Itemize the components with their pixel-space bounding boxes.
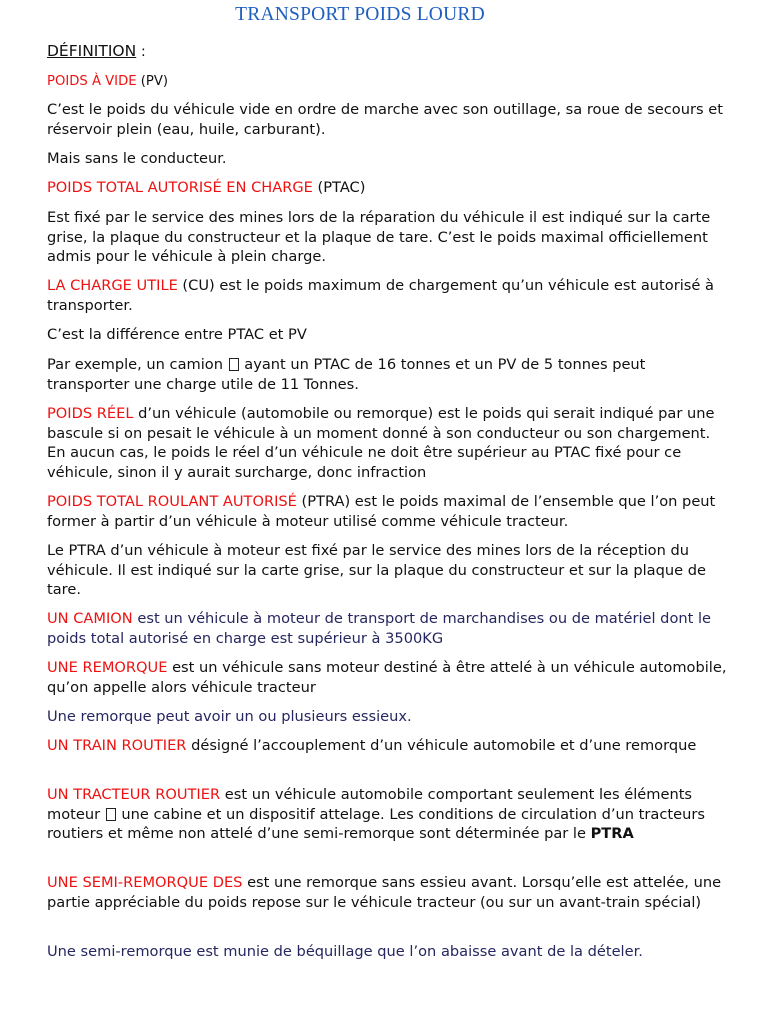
ptac-term: POIDS TOTAL AUTORISÉ EN CHARGE xyxy=(47,179,313,196)
semi-paragraph xyxy=(47,873,727,912)
camion-text: est un véhicule à moteur de transport de marchandises ou de matériel dont le poids total autorisé en charge est supérieur à 3500KG xyxy=(47,610,712,647)
train-paragraph xyxy=(47,736,727,756)
camion-paragraph xyxy=(47,609,727,648)
cu-example-b: ayant un PTAC de 16 tonnes et un PV de 5 tonnes peut transporter une charge utile de 11 Tonnes. xyxy=(47,356,646,393)
train-term: UN TRAIN ROUTIER xyxy=(47,737,187,754)
tracteur-paragraph xyxy=(47,785,727,844)
definition-heading xyxy=(47,42,727,62)
cu-paragraph xyxy=(47,276,727,315)
missing-glyph-icon xyxy=(106,808,116,821)
cu-term: LA CHARGE UTILE xyxy=(47,277,178,294)
tracteur-term: UN TRACTEUR ROUTIER xyxy=(47,786,221,803)
ptac-abbr: (PTAC) xyxy=(312,179,366,196)
truck-placeholder-icon xyxy=(229,358,239,371)
semi-text: est une remorque sans essieu avant. Lorsqu’elle est attelée, une partie appréciable du poids repose sur le véhicule tracteur (ou sur un avant-train spécial) xyxy=(47,874,722,911)
remorque-term: UNE REMORQUE xyxy=(47,659,168,676)
cu-note: C’est la différence entre PTAC et PV xyxy=(47,326,307,343)
cu-example xyxy=(47,355,727,394)
train-text: désigné l’accouplement d’un véhicule automobile et d’une remorque xyxy=(186,737,697,754)
remorque-note: Une remorque peut avoir un ou plusieurs essieux. xyxy=(47,708,412,725)
tracteur-text-a: est un véhicule automobile comportant seulement les éléments moteur xyxy=(47,786,693,823)
cu-example-a: Par exemple, un camion xyxy=(47,356,228,373)
ptra-text2: Le PTRA d’un véhicule à moteur est fixé par le service des mines lors de la réception du véhicule. Il est indiqué sur la carte grise, sur la plaque du constructeur et sur la plaque de tare. xyxy=(47,542,706,599)
pv-abbr: (PV) xyxy=(136,74,169,89)
pv-text: C’est le poids du véhicule vide en ordre de marche avec son outillage, sa roue de secours et réservoir plein (eau, huile, carburant). xyxy=(47,101,723,138)
definition-label: DÉFINITION xyxy=(47,42,137,60)
reel-text: d’un véhicule (automobile ou remorque) est le poids qui serait indiqué par une bascule si on pesait le véhicule à un moment donné à son conducteur ou son chargement. En aucun cas, le poids le réel d’un véhicule ne doit être supérieur au PTAC fixé pour ce véhicule, sinon il y aurait surcharge, donc infraction xyxy=(47,405,715,481)
cu-text: (CU) est le poids maximum de chargement qu’un véhicule est autorisé à transporter. xyxy=(47,277,714,314)
remorque-paragraph xyxy=(47,658,727,697)
semi-note: Une semi-remorque est munie de béquillage que l’on abaisse avant de la dételer. xyxy=(47,943,643,960)
camion-term: UN CAMION xyxy=(47,610,133,627)
ptac-heading xyxy=(47,178,727,198)
reel-paragraph xyxy=(47,404,727,482)
reel-term: POIDS RÉEL xyxy=(47,405,134,422)
pv-heading xyxy=(47,72,727,92)
pv-term: POIDS À VIDE xyxy=(47,74,137,89)
tracteur-bold: PTRA xyxy=(590,825,634,843)
ptra-paragraph xyxy=(47,492,727,531)
ptac-text: Est fixé par le service des mines lors de la réparation du véhicule il est indiqué sur la carte grise, la plaque du constructeur et la plaque de tare. C’est le poids maximal officiellement admis pour le véhicule à plein charge. xyxy=(47,209,711,266)
semi-term: UNE SEMI-REMORQUE DES xyxy=(47,874,243,891)
tracteur-text-b: une cabine et un dispositif attelage. Les conditions de circulation d’un tracteurs routiers et même non attelé d’une semi-remorque sont déterminée par le xyxy=(47,805,705,843)
pv-note: Mais sans le conducteur. xyxy=(47,150,227,167)
ptra-term: POIDS TOTAL ROULANT AUTORISÉ xyxy=(47,493,297,510)
remorque-text: est un véhicule sans moteur destiné à être attelé à un véhicule automobile, qu’on appelle alors véhicule tracteur xyxy=(47,659,727,696)
ptra-text: (PTRA) est le poids maximal de l’ensemble que l’on peut former à partir d’un véhicule à moteur utilisé comme véhicule tracteur. xyxy=(47,493,716,530)
definition-colon: : xyxy=(136,43,146,60)
document-title: TRANSPORT POIDS LOURD xyxy=(235,4,485,25)
